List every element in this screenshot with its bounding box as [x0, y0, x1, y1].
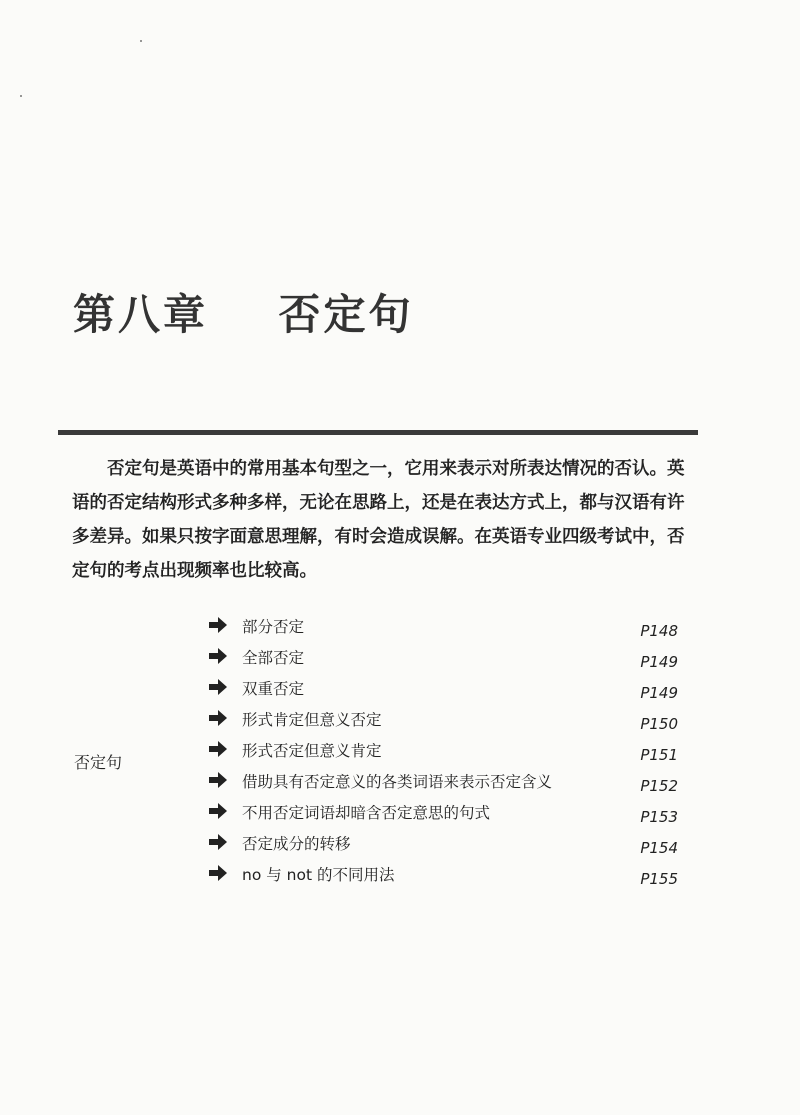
arrow-right-icon	[208, 709, 228, 727]
arrow-right-icon	[208, 678, 228, 696]
list-item	[208, 800, 678, 831]
item-label: 形式否定但意义肯定	[242, 742, 382, 760]
arrow-right-icon	[208, 647, 228, 665]
list-item	[208, 862, 678, 893]
arrow-right-icon	[208, 616, 228, 634]
item-label: 部分否定	[242, 618, 305, 636]
arrow-right-icon	[208, 833, 228, 851]
list-item	[208, 645, 678, 676]
page-number: P149	[640, 684, 678, 702]
item-label: 形式肯定但意义否定	[242, 711, 382, 729]
list-item	[208, 738, 678, 769]
item-label: no 与 not 的不同用法	[242, 866, 395, 884]
page-number: P152	[640, 777, 678, 795]
list-item	[208, 831, 678, 862]
page-number: P153	[640, 808, 678, 826]
page-number: P148	[640, 622, 678, 640]
page-number: P150	[640, 715, 678, 733]
chapter-title: 第八章 否定句	[73, 290, 414, 339]
speck	[140, 40, 142, 42]
list-item	[208, 614, 678, 645]
arrow-right-icon	[208, 740, 228, 758]
list-item	[208, 707, 678, 738]
arrow-right-icon	[208, 864, 228, 882]
list-item	[208, 676, 678, 707]
item-label: 否定成分的转移	[242, 835, 351, 853]
intro-paragraph: 否定句是英语中的常用基本句型之一，它用来表示对所表达情况的否认。英语的否定结构形式多种多样，无论在思路上，还是在表达方式上，都与汉语有许多差异。如果只按字面意思理解，有时会造成误解。在英语专业四级考试中，否定句的考点出现频率也比较高。	[72, 459, 685, 581]
page-number: P154	[640, 839, 678, 857]
item-label: 借助具有否定意义的各类词语来表示否定含义	[242, 773, 553, 791]
speck	[20, 95, 22, 97]
page-number: P151	[640, 746, 678, 764]
arrow-right-icon	[208, 771, 228, 789]
section-rule	[58, 430, 698, 435]
item-label: 全部否定	[242, 649, 305, 667]
outline-list	[208, 614, 678, 893]
arrow-right-icon	[208, 802, 228, 820]
item-label: 不用否定词语却暗含否定意思的句式	[242, 804, 491, 822]
list-item	[208, 769, 678, 800]
item-label: 双重否定	[242, 680, 305, 698]
page-number: P155	[640, 870, 678, 888]
page-number: P149	[640, 653, 678, 671]
outline-label: 否定句	[74, 753, 123, 772]
